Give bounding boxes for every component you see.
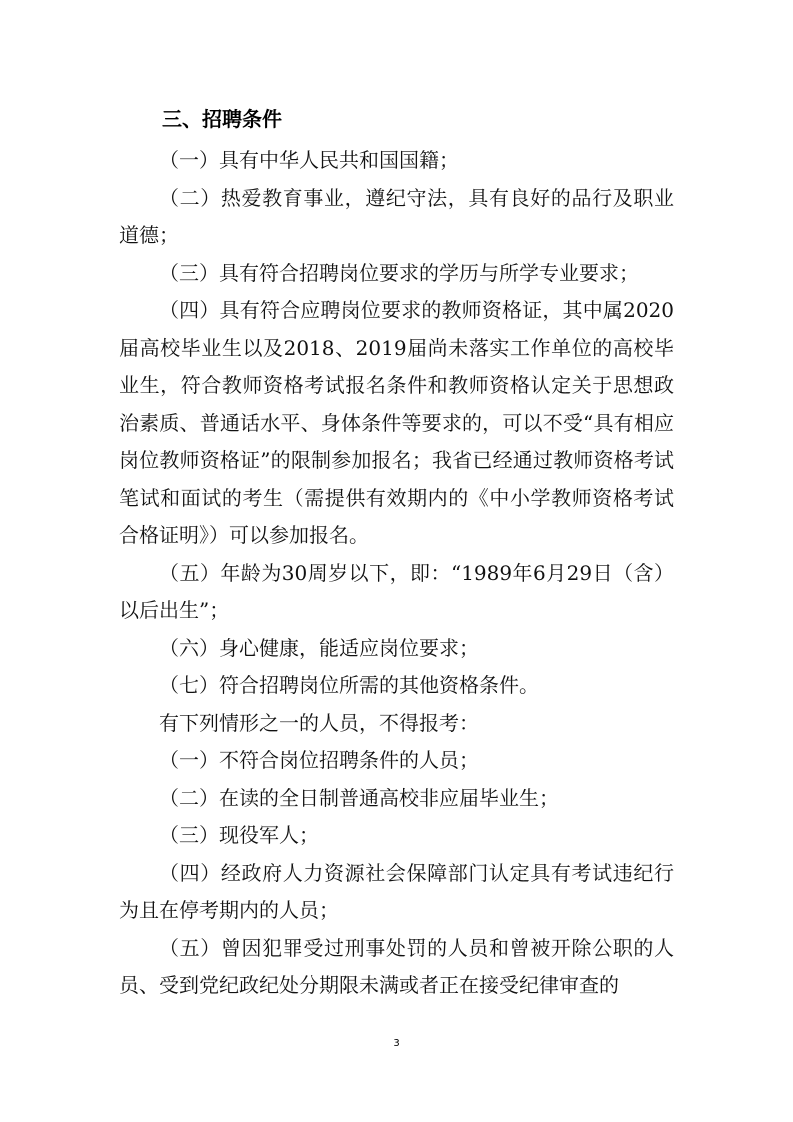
paragraph-4: （四）具有符合应聘岗位要求的教师资格证，其中属2020届高校毕业生以及2018、2019届尚未落实工作单位的高校毕业生，符合教师资格考试报名条件和教师资格认定关于思想政治素质、普通话水平、身体条件等要求的，可以不受“具有相应岗位教师资格证”的限制参加报名；我省已经通过教师资格考试笔试和面试的考生（需提供有效期内的《中小学教师资格考试合格证明》）可以参加报名。	[119, 298, 674, 547]
document-body	[119, 142, 674, 1005]
paragraph-3: （三）具有符合招聘岗位要求的学历与所学专业要求；	[159, 260, 639, 285]
paragraph-7: （七）符合招聘岗位所需的其他资格条件。	[159, 673, 539, 697]
paragraph-12: （四）经政府人力资源社会保障部门认定具有考试违纪行为且在停考期内的人员；	[119, 860, 674, 922]
paragraph-8: 有下列情形之一的人员，不得报考：	[159, 710, 479, 735]
paragraph-5: （五）年龄为30周岁以下，即：“1989年6月29日（含）以后出生”；	[119, 560, 674, 622]
paragraph-9: （一）不符合岗位招聘条件的人员；	[159, 748, 479, 772]
section-heading: 三、招聘条件	[162, 107, 282, 131]
paragraph-13: （五）曾因犯罪受过刑事处罚的人员和曾被开除公职的人员、受到党纪政纪处分期限未满或者正在接受纪律审查的	[119, 935, 674, 997]
paragraph-11: （三）现役军人；	[159, 823, 319, 847]
paragraph-2: （二）热爱教育事业，遵纪守法，具有良好的品行及职业道德；	[119, 185, 674, 247]
paragraph-6: （六）身心健康，能适应岗位要求；	[159, 635, 479, 660]
page-number: 3	[393, 1038, 400, 1049]
paragraph-10: （二）在读的全日制普通高校非应届毕业生；	[159, 785, 559, 810]
paragraph-1: （一）具有中华人民共和国国籍；	[159, 148, 459, 172]
